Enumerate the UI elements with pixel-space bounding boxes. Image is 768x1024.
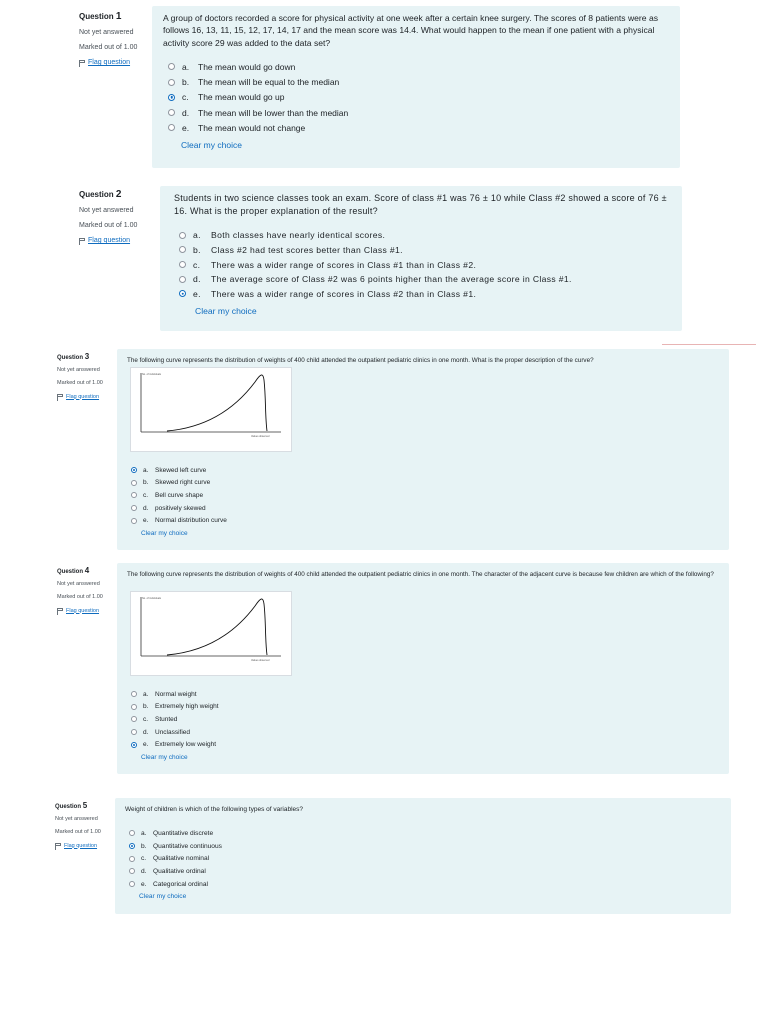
question-info	[57, 352, 112, 401]
answer-option-d[interactable]	[131, 502, 227, 515]
question-mark: Marked out of 1.00	[55, 829, 101, 836]
answer-letter: c.	[143, 491, 149, 499]
radio-button[interactable]	[179, 232, 186, 239]
answer-text: Normal weight	[155, 690, 197, 698]
answer-letter: c.	[143, 715, 149, 723]
answer-letter: e.	[143, 517, 149, 525]
answer-option-e[interactable]	[179, 286, 672, 301]
answer-letter: d.	[182, 107, 190, 118]
radio-button[interactable]	[131, 704, 137, 710]
radio-button[interactable]	[129, 830, 135, 836]
answer-text: The mean would go down	[198, 61, 296, 72]
answer-option-d[interactable]	[131, 726, 219, 739]
answer-text: The mean will be lower than the median	[198, 107, 349, 118]
answer-letter: b.	[193, 244, 201, 255]
answer-letter: e.	[193, 288, 201, 299]
answer-text: positively skewed	[155, 504, 206, 512]
answer-letter: c.	[182, 92, 189, 103]
answer-letter: a.	[141, 829, 147, 837]
answer-text: Extremely low weight	[155, 741, 217, 749]
answer-text: There was a wider range of scores in Class #1 than in Class #2.	[211, 259, 477, 270]
answer-letter: d.	[193, 274, 201, 285]
answer-list	[131, 464, 227, 527]
answer-option-c[interactable]	[168, 90, 670, 105]
answer-text: Class #2 had test scores better than Class #1.	[211, 244, 403, 255]
radio-button[interactable]	[131, 729, 137, 735]
flag-icon	[79, 60, 85, 67]
radio-button[interactable]	[131, 716, 137, 722]
answer-option-b[interactable]	[168, 75, 670, 90]
question-mark: Marked out of 1.00	[79, 221, 138, 229]
answer-letter: c.	[141, 855, 147, 863]
question-number-value: 5	[82, 801, 88, 810]
answer-option-e[interactable]	[131, 738, 219, 751]
answer-option-c[interactable]	[129, 852, 222, 865]
question-text: The following curve represents the distribution of weights of 400 child attended the outpatient pediatric clinics in one month. What is the proper description of the curve?	[127, 357, 594, 364]
radio-button[interactable]	[129, 868, 135, 874]
question-content	[160, 186, 682, 331]
flag-question-label: Flag question	[64, 842, 98, 849]
answer-text: Normal distribution curve	[155, 517, 227, 525]
answer-letter: e.	[182, 122, 190, 133]
answer-option-a[interactable]	[131, 688, 219, 701]
graph-x-label: Values observed	[251, 659, 270, 662]
radio-button[interactable]	[131, 480, 137, 486]
flag-icon	[55, 843, 61, 850]
radio-button[interactable]	[179, 290, 186, 297]
radio-button[interactable]	[168, 79, 175, 86]
clear-choice-link[interactable]: Clear my choice	[141, 530, 188, 537]
answer-list	[131, 688, 219, 751]
radio-button[interactable]	[129, 843, 135, 849]
answer-text: There was a wider range of scores in Class #2 than in Class #1.	[211, 288, 477, 299]
answer-option-b[interactable]	[131, 477, 227, 490]
question-info	[79, 10, 144, 68]
graph-y-label: No. of individuals	[142, 597, 162, 600]
question-number-value: 2	[115, 189, 122, 200]
distribution-curve-image	[130, 367, 292, 452]
radio-button[interactable]	[131, 518, 137, 524]
question-number-value: 4	[84, 566, 90, 575]
flag-question-link[interactable]	[79, 58, 144, 67]
question-mark: Marked out of 1.00	[57, 594, 103, 601]
answer-option-e[interactable]	[131, 514, 227, 527]
radio-button[interactable]	[131, 742, 137, 748]
question-number	[79, 188, 144, 202]
question-mark: Marked out of 1.00	[79, 43, 138, 51]
answer-text: Both classes have nearly identical scores.	[211, 230, 386, 241]
answer-text: Quantitative continuous	[153, 842, 222, 850]
question-info	[57, 566, 112, 615]
clear-choice-link[interactable]: Clear my choice	[195, 306, 257, 317]
radio-button[interactable]	[131, 691, 137, 697]
clear-choice-link[interactable]: Clear my choice	[141, 754, 188, 761]
answer-text: Skewed left curve	[155, 466, 207, 474]
flag-question-label: Flag question	[88, 59, 131, 67]
radio-button[interactable]	[168, 109, 175, 116]
answer-text: Categorical ordinal	[153, 880, 208, 888]
answer-option-b[interactable]	[131, 701, 219, 714]
question-mark: Marked out of 1.00	[57, 380, 103, 387]
flag-question-label: Flag question	[88, 237, 131, 245]
answer-text: Qualitative ordinal	[153, 867, 206, 875]
answer-list	[168, 59, 670, 135]
answer-letter: b.	[141, 842, 147, 850]
answer-letter: b.	[143, 703, 149, 711]
answer-text: Skewed right curve	[155, 479, 211, 487]
flag-question-link[interactable]	[55, 843, 110, 850]
question-text: The following curve represents the distribution of weights of 400 child attended the outpatient pediatric clinics in one month. The character of the adjacent curve is because few children are which of the following?	[127, 571, 714, 578]
clear-choice-link[interactable]: Clear my choice	[181, 140, 242, 151]
question-label: Question	[79, 12, 114, 21]
answer-text: The average score of Class #2 was 6 points higher than the average score in Class #1.	[211, 274, 572, 285]
answer-text: Bell curve shape	[155, 491, 204, 499]
question-number-value: 1	[115, 11, 122, 22]
question-state: Not yet answered	[79, 206, 134, 214]
answer-list	[179, 228, 672, 301]
radio-button[interactable]	[179, 276, 186, 283]
answer-option-e[interactable]	[168, 120, 670, 135]
radio-button[interactable]	[168, 94, 175, 101]
flag-question-link[interactable]	[79, 236, 144, 245]
flag-icon	[79, 238, 85, 245]
question-number	[55, 801, 110, 812]
radio-button[interactable]	[131, 467, 137, 473]
question-info	[55, 801, 110, 850]
answer-text: Extremely high weight	[155, 703, 219, 711]
answer-option-c[interactable]	[179, 257, 672, 272]
answer-letter: d.	[143, 728, 149, 736]
answer-option-b[interactable]	[179, 243, 672, 258]
clear-choice-link[interactable]: Clear my choice	[139, 893, 187, 900]
radio-button[interactable]	[131, 492, 137, 498]
graph-x-label: Values observed	[251, 435, 270, 438]
answer-text: The mean would not change	[198, 122, 306, 133]
distribution-curve-graphic	[131, 592, 291, 675]
answer-letter: e.	[141, 880, 147, 888]
answer-option-a[interactable]	[168, 59, 670, 74]
question-text: A group of doctors recorded a score for physical activity at one week after a certain knee surgery. The scores of 8 patients were as follows 16, 13, 11, 15, 12, 17, 14, 17 and the mean score was 14.4. What would happen to the mean if one patient with a physical activity score 29 was added to the data set?	[163, 13, 659, 48]
answer-letter: e.	[143, 741, 149, 749]
answer-option-a[interactable]	[131, 464, 227, 477]
answer-letter: c.	[193, 259, 201, 270]
answer-text: Unclassified	[155, 728, 191, 736]
answer-text: Quantitative discrete	[153, 829, 214, 837]
answer-option-d[interactable]	[179, 272, 672, 287]
question-state: Not yet answered	[55, 815, 98, 822]
question-content	[115, 798, 731, 914]
distribution-curve-graphic	[131, 368, 291, 451]
answer-option-a[interactable]	[179, 228, 672, 243]
answer-option-c[interactable]	[131, 713, 219, 726]
radio-button[interactable]	[129, 881, 135, 887]
question-label: Question	[55, 804, 82, 810]
answer-list	[129, 827, 222, 890]
answer-text: Stunted	[155, 715, 178, 723]
answer-option-d[interactable]	[168, 105, 670, 120]
question-label: Question	[57, 355, 84, 361]
answer-letter: a.	[143, 690, 149, 698]
answer-letter: d.	[141, 867, 147, 875]
question-content	[152, 6, 680, 168]
answer-letter: a.	[143, 466, 149, 474]
answer-text: The mean would go up	[198, 92, 285, 103]
flag-question-link[interactable]	[57, 608, 112, 615]
question-label: Question	[79, 190, 114, 199]
answer-letter: b.	[143, 479, 149, 487]
answer-option-d[interactable]	[129, 865, 222, 878]
radio-button[interactable]	[179, 246, 186, 253]
flag-question-label: Flag question	[66, 607, 100, 614]
question-number	[57, 352, 112, 363]
question-info	[79, 188, 144, 246]
answer-option-e[interactable]	[129, 878, 222, 891]
distribution-curve-image	[130, 591, 292, 676]
flag-icon	[57, 608, 63, 615]
radio-button[interactable]	[168, 124, 175, 131]
question-state: Not yet answered	[57, 580, 100, 587]
answer-letter: a.	[193, 230, 201, 241]
answer-letter: a.	[182, 61, 190, 72]
answer-letter: b.	[182, 77, 190, 88]
radio-button[interactable]	[131, 505, 137, 511]
question-label: Question	[57, 569, 84, 575]
question-number	[79, 10, 144, 24]
answer-option-a[interactable]	[129, 827, 222, 840]
divider-line	[662, 344, 756, 345]
question-number-value: 3	[84, 352, 90, 361]
answer-text: The mean will be equal to the median	[198, 77, 340, 88]
radio-button[interactable]	[168, 63, 175, 70]
question-text: Weight of children is which of the following types of variables?	[125, 806, 304, 813]
radio-button[interactable]	[129, 856, 135, 862]
answer-option-c[interactable]	[131, 489, 227, 502]
question-state: Not yet answered	[79, 28, 134, 36]
radio-button[interactable]	[179, 261, 186, 268]
question-state: Not yet answered	[57, 366, 100, 373]
question-number	[57, 566, 112, 577]
answer-text: Qualitative nominal	[153, 855, 210, 863]
graph-y-label: No. of individuals	[142, 373, 162, 376]
flag-question-label: Flag question	[66, 393, 100, 400]
answer-option-b[interactable]	[129, 840, 222, 853]
flag-question-link[interactable]	[57, 394, 112, 401]
question-text: Students in two science classes took an exam. Score of class #1 was 76 ± 10 while Class #2 showed a score of 76 ± 16. What is the proper explanation of the result?	[174, 193, 667, 217]
flag-icon	[57, 394, 63, 401]
answer-letter: d.	[143, 504, 149, 512]
